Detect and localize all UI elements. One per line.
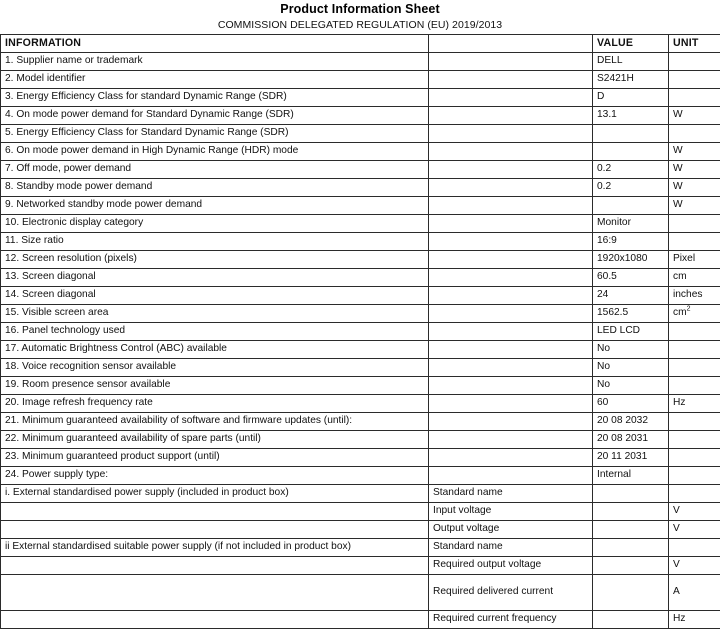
cell-unit: W: [669, 179, 720, 197]
table-row: [1, 323, 720, 341]
cell-value: D: [593, 89, 669, 107]
table-row: [1, 521, 720, 539]
cell-value: 13.1: [593, 107, 669, 125]
cell-unit: [669, 233, 720, 251]
table-row: [1, 179, 720, 197]
cell-unit: [669, 323, 720, 341]
column-header-unit: UNIT: [669, 35, 720, 53]
cell-value: No: [593, 341, 669, 359]
cell-information: 9. Networked standby mode power demand: [1, 197, 429, 215]
cell-value: Monitor: [593, 215, 669, 233]
column-header-sub: [429, 35, 593, 53]
cell-information: 19. Room presence sensor available: [1, 377, 429, 395]
cell-unit: [669, 341, 720, 359]
cell-sub-parameter: [429, 467, 593, 485]
cell-sub-parameter: [429, 143, 593, 161]
cell-sub-parameter: [429, 161, 593, 179]
cell-information: 2. Model identifier: [1, 71, 429, 89]
cell-value: S2421H: [593, 71, 669, 89]
cell-value: DELL: [593, 53, 669, 71]
table-row: [1, 503, 720, 521]
cell-value: [593, 197, 669, 215]
table-row: [1, 287, 720, 305]
table-row: [1, 413, 720, 431]
cell-sub-parameter: Output voltage: [429, 521, 593, 539]
cell-information: 14. Screen diagonal: [1, 287, 429, 305]
cell-information: 20. Image refresh frequency rate: [1, 395, 429, 413]
cell-information: [1, 503, 429, 521]
cell-sub-parameter: Required current frequency: [429, 611, 593, 629]
cell-information: 5. Energy Efficiency Class for Standard Dynamic Range (SDR): [1, 125, 429, 143]
cell-sub-parameter: [429, 197, 593, 215]
table-header: [1, 35, 720, 53]
table-row: [1, 395, 720, 413]
cell-sub-parameter: [429, 413, 593, 431]
table-row: [1, 611, 720, 629]
table-body: [1, 53, 720, 629]
table-row: [1, 89, 720, 107]
table-row: [1, 233, 720, 251]
cell-unit: [669, 71, 720, 89]
cell-unit: [669, 377, 720, 395]
cell-information: 22. Minimum guaranteed availability of spare parts (until): [1, 431, 429, 449]
cell-sub-parameter: [429, 251, 593, 269]
cell-sub-parameter: [429, 233, 593, 251]
cell-information: [1, 575, 429, 611]
cell-unit: [669, 485, 720, 503]
cell-information: 3. Energy Efficiency Class for standard Dynamic Range (SDR): [1, 89, 429, 107]
cell-sub-parameter: [429, 341, 593, 359]
cell-sub-parameter: [429, 269, 593, 287]
title-block: [0, 0, 720, 32]
cell-value: No: [593, 377, 669, 395]
table-row: [1, 269, 720, 287]
cell-sub-parameter: Required delivered current: [429, 575, 593, 611]
cell-value: [593, 575, 669, 611]
cell-unit: Hz: [669, 395, 720, 413]
cell-information: 6. On mode power demand in High Dynamic Range (HDR) mode: [1, 143, 429, 161]
cell-unit: W: [669, 161, 720, 179]
cell-value: 0.2: [593, 161, 669, 179]
cell-unit: W: [669, 143, 720, 161]
cell-value: 16:9: [593, 233, 669, 251]
cell-sub-parameter: [429, 395, 593, 413]
cell-value: 20 08 2031: [593, 431, 669, 449]
cell-information: i. External standardised power supply (included in product box): [1, 485, 429, 503]
cell-unit: [669, 215, 720, 233]
cell-unit: [669, 89, 720, 107]
cell-information: 16. Panel technology used: [1, 323, 429, 341]
cell-unit: V: [669, 521, 720, 539]
cell-sub-parameter: [429, 215, 593, 233]
table-row: [1, 557, 720, 575]
cell-sub-parameter: [429, 71, 593, 89]
cell-value: [593, 557, 669, 575]
cell-information: [1, 557, 429, 575]
table-row: [1, 125, 720, 143]
table-row: [1, 449, 720, 467]
cell-value: [593, 539, 669, 557]
table-row: [1, 215, 720, 233]
cell-sub-parameter: Standard name: [429, 485, 593, 503]
table-row: [1, 485, 720, 503]
cell-sub-parameter: [429, 377, 593, 395]
cell-information: 17. Automatic Brightness Control (ABC) available: [1, 341, 429, 359]
table-row: [1, 305, 720, 323]
cell-information: 4. On mode power demand for Standard Dynamic Range (SDR): [1, 107, 429, 125]
cell-information: 8. Standby mode power demand: [1, 179, 429, 197]
cell-value: 20 08 2032: [593, 413, 669, 431]
cell-sub-parameter: Input voltage: [429, 503, 593, 521]
cell-value: LED LCD: [593, 323, 669, 341]
cell-sub-parameter: [429, 53, 593, 71]
table-row: [1, 71, 720, 89]
cell-value: 1562.5: [593, 305, 669, 323]
cell-sub-parameter: [429, 125, 593, 143]
cell-sub-parameter: [429, 323, 593, 341]
cell-unit: Pixel: [669, 251, 720, 269]
cell-unit: inches: [669, 287, 720, 305]
cell-unit: W: [669, 197, 720, 215]
cell-information: 24. Power supply type:: [1, 467, 429, 485]
cell-value: Internal: [593, 467, 669, 485]
cell-value: 1920x1080: [593, 251, 669, 269]
cell-sub-parameter: [429, 287, 593, 305]
cell-value: 20 11 2031: [593, 449, 669, 467]
cell-unit: Hz: [669, 611, 720, 629]
column-header-information: INFORMATION: [1, 35, 429, 53]
cell-value: [593, 611, 669, 629]
cell-value: 0.2: [593, 179, 669, 197]
table-row: [1, 143, 720, 161]
cell-unit: [669, 359, 720, 377]
cell-value: 60.5: [593, 269, 669, 287]
cell-information: 11. Size ratio: [1, 233, 429, 251]
page-title: Product Information Sheet: [0, 2, 720, 17]
cell-value: [593, 503, 669, 521]
column-header-value: VALUE: [593, 35, 669, 53]
table-row: [1, 377, 720, 395]
cell-unit: V: [669, 503, 720, 521]
table-header-row: [1, 35, 720, 53]
cell-unit: A: [669, 575, 720, 611]
cell-unit: [669, 413, 720, 431]
cell-value: [593, 521, 669, 539]
cell-information: 12. Screen resolution (pixels): [1, 251, 429, 269]
cell-information: 10. Electronic display category: [1, 215, 429, 233]
cell-value: No: [593, 359, 669, 377]
cell-value: 60: [593, 395, 669, 413]
cell-sub-parameter: [429, 359, 593, 377]
cell-information: 23. Minimum guaranteed product support (until): [1, 449, 429, 467]
cell-information: 7. Off mode, power demand: [1, 161, 429, 179]
page-subtitle: COMMISSION DELEGATED REGULATION (EU) 2019/2013: [0, 18, 720, 32]
cell-unit: W: [669, 107, 720, 125]
cell-sub-parameter: [429, 431, 593, 449]
cell-sub-parameter: [429, 449, 593, 467]
cell-value: 24: [593, 287, 669, 305]
cell-sub-parameter: [429, 305, 593, 323]
cell-information: [1, 611, 429, 629]
cell-information: 13. Screen diagonal: [1, 269, 429, 287]
cell-value: [593, 485, 669, 503]
cell-unit: [669, 539, 720, 557]
table-row: [1, 575, 720, 611]
table-row: [1, 107, 720, 125]
cell-sub-parameter: [429, 107, 593, 125]
cell-information: 15. Visible screen area: [1, 305, 429, 323]
cell-sub-parameter: [429, 179, 593, 197]
table-row: [1, 161, 720, 179]
cell-unit: [669, 449, 720, 467]
table-row: [1, 359, 720, 377]
table-row: [1, 431, 720, 449]
table-row: [1, 539, 720, 557]
cell-unit: V: [669, 557, 720, 575]
cell-sub-parameter: Required output voltage: [429, 557, 593, 575]
cell-value: [593, 143, 669, 161]
cell-information: ii External standardised suitable power supply (if not included in product box): [1, 539, 429, 557]
table-row: [1, 341, 720, 359]
cell-sub-parameter: Standard name: [429, 539, 593, 557]
table-row: [1, 53, 720, 71]
cell-unit: $cm^2$: [669, 305, 720, 323]
cell-information: [1, 521, 429, 539]
cell-unit: [669, 125, 720, 143]
cell-information: 18. Voice recognition sensor available: [1, 359, 429, 377]
product-information-table: [0, 34, 720, 629]
cell-unit: [669, 53, 720, 71]
cell-unit: cm: [669, 269, 720, 287]
cell-information: 1. Supplier name or trademark: [1, 53, 429, 71]
cell-information: 21. Minimum guaranteed availability of software and firmware updates (until):: [1, 413, 429, 431]
table-row: [1, 251, 720, 269]
cell-sub-parameter: [429, 89, 593, 107]
cell-value: [593, 125, 669, 143]
cell-unit: [669, 467, 720, 485]
cell-unit: [669, 431, 720, 449]
table-row: [1, 467, 720, 485]
table-row: [1, 197, 720, 215]
